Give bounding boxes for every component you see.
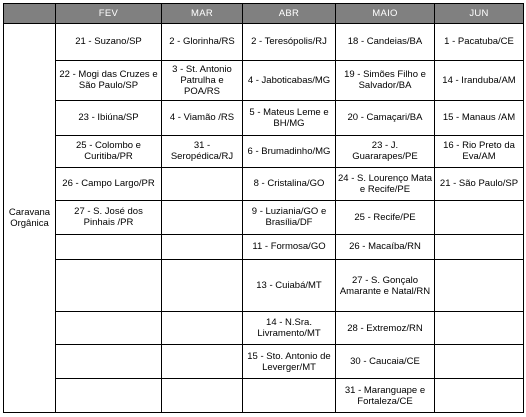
table-row <box>4 259 524 312</box>
cell-jun: 21 - São Paulo/SP <box>435 168 524 201</box>
column-header-fev: FEV <box>56 4 162 24</box>
cell-jun <box>435 259 524 312</box>
cell-abr: 15 - Sto. Antonio de Leverger/MT <box>243 344 336 379</box>
schedule-body <box>4 24 524 413</box>
column-header-abr: ABR <box>243 4 336 24</box>
cell-maio: 18 - Candeias/BA <box>336 24 435 61</box>
cell-maio: 30 - Caucaia/CE <box>336 344 435 379</box>
cell-fev: 23 - Ibiúna/SP <box>56 101 162 136</box>
cell-maio: 31 - Maranguape e Fortaleza/CE <box>336 379 435 413</box>
cell-jun <box>435 200 524 235</box>
cell-mar <box>162 312 243 345</box>
corner-cell <box>4 4 56 24</box>
cell-abr: 14 - N.Sra. Livramento/MT <box>243 312 336 345</box>
table-row <box>4 101 524 136</box>
cell-mar <box>162 344 243 379</box>
cell-jun: 14 - Iranduba/AM <box>435 60 524 101</box>
cell-mar: 2 - Glorinha/RS <box>162 24 243 61</box>
table-row <box>4 312 524 345</box>
table-row <box>4 344 524 379</box>
header-row <box>4 4 524 24</box>
column-header-jun: JUN <box>435 4 524 24</box>
column-header-maio: MAIO <box>336 4 435 24</box>
cell-maio: 19 - Simões Filho e Salvador/BA <box>336 60 435 101</box>
cell-maio: 27 - S. Gonçalo Amarante e Natal/RN <box>336 259 435 312</box>
cell-abr: 8 - Cristalina/GO <box>243 168 336 201</box>
cell-maio: 20 - Camaçari/BA <box>336 101 435 136</box>
cell-jun: 1 - Pacatuba/CE <box>435 24 524 61</box>
row-label: Caravana Orgânica <box>4 24 56 413</box>
table-row <box>4 24 524 61</box>
column-header-mar: MAR <box>162 4 243 24</box>
cell-mar: 3 - St. Antonio Patrulha e POA/RS <box>162 60 243 101</box>
table-row <box>4 168 524 201</box>
cell-fev: 26 - Campo Largo/PR <box>56 168 162 201</box>
cell-mar <box>162 259 243 312</box>
table-row <box>4 379 524 413</box>
cell-maio: 28 - Extremoz/RN <box>336 312 435 345</box>
cell-jun: 16 - Rio Preto da Eva/AM <box>435 135 524 168</box>
cell-maio: 26 - Macaíba/RN <box>336 235 435 259</box>
cell-fev: 22 - Mogi das Cruzes e São Paulo/SP <box>56 60 162 101</box>
cell-abr: 5 - Mateus Leme e BH/MG <box>243 101 336 136</box>
cell-fev <box>56 379 162 413</box>
cell-jun <box>435 379 524 413</box>
cell-fev: 27 - S. José dos Pinhais /PR <box>56 200 162 235</box>
cell-fev <box>56 259 162 312</box>
cell-abr: 9 - Luziania/GO e Brasília/DF <box>243 200 336 235</box>
table-row <box>4 135 524 168</box>
cell-abr: 2 - Teresópolis/RJ <box>243 24 336 61</box>
cell-mar <box>162 200 243 235</box>
cell-abr: 6 - Brumadinho/MG <box>243 135 336 168</box>
cell-maio: 24 - S. Lourenço Mata e Recife/PE <box>336 168 435 201</box>
cell-fev <box>56 344 162 379</box>
cell-mar <box>162 235 243 259</box>
cell-abr: 11 - Formosa/GO <box>243 235 336 259</box>
cell-jun <box>435 312 524 345</box>
cell-abr: 13 - Cuiabá/MT <box>243 259 336 312</box>
cell-fev: 21 - Suzano/SP <box>56 24 162 61</box>
cell-fev: 25 - Colombo e Curitiba/PR <box>56 135 162 168</box>
cell-mar: 31 - Seropédica/RJ <box>162 135 243 168</box>
table-row <box>4 235 524 259</box>
cell-abr: 4 - Jaboticabas/MG <box>243 60 336 101</box>
cell-fev <box>56 312 162 345</box>
table-row <box>4 60 524 101</box>
cell-jun <box>435 235 524 259</box>
cell-jun <box>435 344 524 379</box>
cell-mar <box>162 168 243 201</box>
cell-fev <box>56 235 162 259</box>
table-row <box>4 200 524 235</box>
schedule-table <box>3 3 524 413</box>
cell-jun: 15 - Manaus /AM <box>435 101 524 136</box>
cell-mar: 4 - Viamão /RS <box>162 101 243 136</box>
cell-maio: 23 - J. Guararapes/PE <box>336 135 435 168</box>
cell-abr <box>243 379 336 413</box>
cell-mar <box>162 379 243 413</box>
cell-maio: 25 - Recife/PE <box>336 200 435 235</box>
